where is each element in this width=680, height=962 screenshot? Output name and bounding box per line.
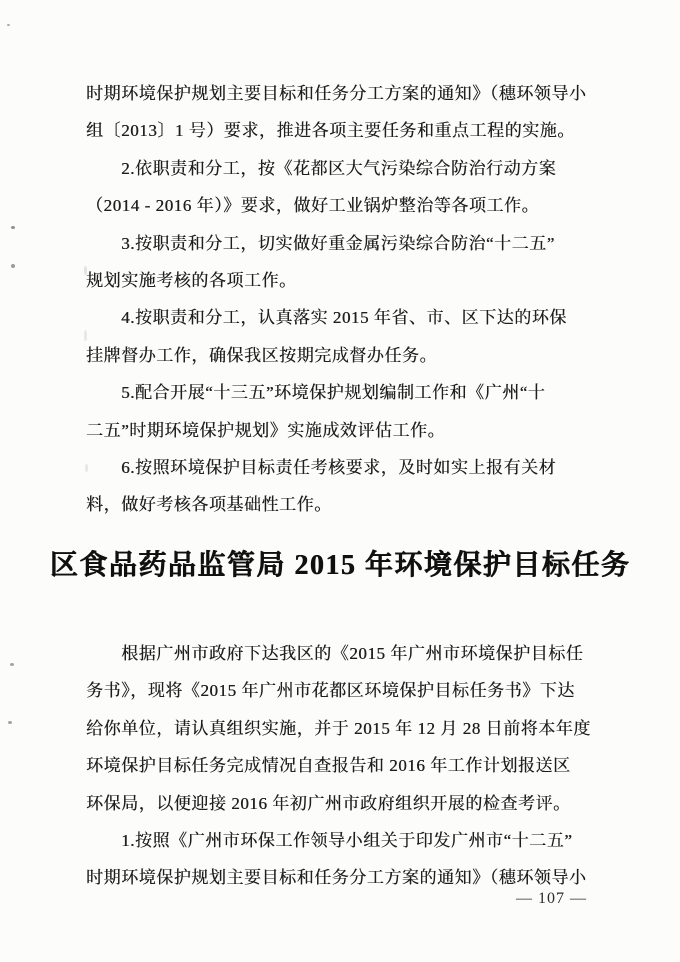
scan-speck [10, 663, 14, 666]
scan-smudge [84, 330, 87, 341]
text-line: 料，做好考核各项基础性工作。 [86, 495, 332, 515]
scan-speck [11, 226, 15, 229]
text-line: 1.按照《广州市环保工作领导小组关于印发广州市“十二五” [86, 830, 573, 850]
scan-smudge [84, 266, 87, 275]
text-line: 给你单位，请认真组织实施，并于 2015 年 12 月 28 日前将本年度 [86, 718, 591, 738]
text-line: 规划实施考核的各项工作。 [86, 270, 297, 290]
scan-speck [7, 24, 10, 26]
text-line: 6.按照环境保护目标责任考核要求，及时如实上报有关材 [86, 457, 557, 477]
text-line: 务书》，现将《2015 年广州市花都区环境保护目标任务书》下达 [86, 681, 575, 701]
text-line: （2014 - 2016 年）》要求，做好工业锅炉整治等各项工作。 [86, 196, 540, 216]
section-heading: 区食品药品监管局 2015 年环境保护目标任务 [49, 550, 631, 581]
paragraph-block-bottom [86, 635, 608, 897]
text-line: 二五”时期环境保护规划》实施成效评估工作。 [86, 420, 446, 440]
text-line: 时期环境保护规划主要目标和任务分工方案的通知》（穗环领导小 [86, 84, 587, 103]
paragraph-block-top [86, 75, 608, 524]
scan-speck [11, 264, 15, 268]
text-line: 环保局，以便迎接 2016 年初广州市政府组织开展的检查考评。 [86, 793, 571, 813]
scan-speck [8, 721, 12, 724]
text-line: 挂牌督办工作，确保我区按期完成督办任务。 [86, 345, 437, 365]
text-line: 5.配合开展“十三五”环境保护规划编制工作和《广州“十 [86, 383, 546, 403]
text-line: 时期环境保护规划主要目标和任务分工方案的通知》（穗环领导小 [86, 868, 587, 888]
text-line: 4.按职责和分工，认真落实 2015 年省、市、区下达的环保 [86, 308, 567, 328]
text-line: 根据广州市政府下达我区的《2015 年广州市环境保护目标任 [86, 644, 584, 663]
text-line: 3.按职责和分工，切实做好重金属污染综合防治“十二五” [86, 233, 555, 253]
text-line: 2.依职责和分工，按《花都区大气污染综合防治行动方案 [86, 158, 557, 178]
page-number: — 107 — [516, 890, 587, 907]
text-line: 组〔2013〕1 号）要求，推进各项主要任务和重点工程的实施。 [86, 121, 575, 141]
scan-smudge [85, 464, 88, 472]
text-line: 环境保护目标任务完成情况自查报告和 2016 年工作计划报送区 [86, 756, 571, 776]
